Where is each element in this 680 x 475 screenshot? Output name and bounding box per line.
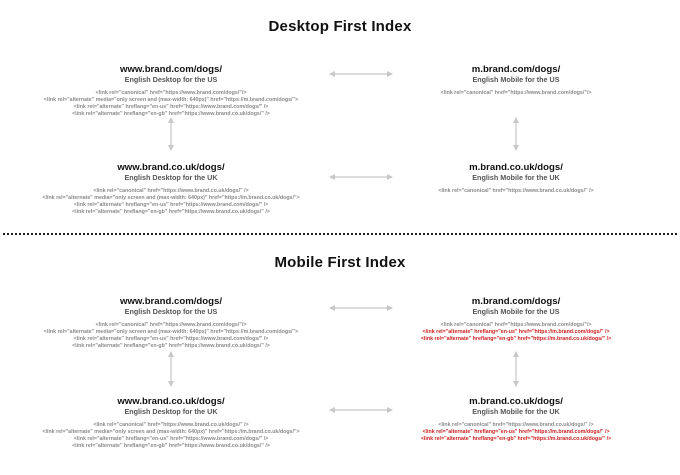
node-url: m.brand.com/dogs/ [471,64,561,75]
code-line: <link rel="alternate" hreflang="en-us" href="https://www.brand.com/dogs/" /> [73,435,269,442]
node-mobile-us [366,64,666,97]
node-subtitle: English Desktop for the US [124,75,218,84]
node-url: www.brand.co.uk/dogs/ [117,396,225,407]
node-subtitle: English Mobile for the US [472,307,560,316]
node-url: m.brand.co.uk/dogs/ [469,396,563,407]
code-line: <link rel="alternate" hreflang="en-gb" href="https://www.brand.co.uk/dogs/" /> [72,442,270,449]
code-line: <link rel="canonical" href="https://www.brand.com/dogs/"/> [440,90,592,96]
code-line: <link rel="canonical" href="https://www.brand.com/dogs/"/> [95,90,247,96]
node-mobile-uk [366,162,666,195]
code-line: <link rel="canonical" href="https://www.brand.com/dogs/"/> [440,322,592,328]
code-line: <link rel="alternate" hreflang="en-us" href="https://www.brand.com/dogs/" /> [73,201,269,208]
code-line: <link rel="canonical" href="https://www.brand.com/dogs/"/> [95,322,247,328]
node-subtitle: English Mobile for the US [472,75,560,84]
code-line: <link rel="canonical" href="https://www.brand.co.uk/dogs/" /> [93,188,249,194]
code-line: <link rel="canonical" href="https://www.brand.co.uk/dogs/" /> [438,188,594,194]
node-mf-desktop-us [21,296,321,350]
code-line: <link rel="alternate" hreflang="en-gb" href="https://m.brand.co.uk/dogs/" /> [420,335,612,342]
node-subtitle: English Mobile for the UK [472,407,560,416]
code-line: <link rel="alternate" hreflang="en-gb" href="https://www.brand.co.uk/dogs/" /> [72,342,270,349]
code-line: <link rel="alternate" media="only screen and (max-width: 640px)" href="https://m.brand.com/dogs/"> [43,96,299,103]
code-line: <link rel="alternate" media="only screen and (max-width: 640px)" href="https://m.brand.com/dogs/"> [43,328,299,335]
node-url: www.brand.co.uk/dogs/ [117,162,225,173]
node-desktop-uk [21,162,321,216]
code-line: <link rel="alternate" hreflang="en-us" href="https://m.brand.com/dogs/" /> [422,428,610,435]
node-subtitle: English Desktop for the US [124,307,218,316]
node-subtitle: English Mobile for the UK [472,173,560,182]
code-line: <link rel="alternate" hreflang="en-us" href="https://m.brand.com/dogs/" /> [422,328,610,335]
node-mf-desktop-uk [21,396,321,450]
code-line: <link rel="alternate" hreflang="en-gb" href="https://www.brand.co.uk/dogs/" /> [72,110,270,117]
node-subtitle: English Desktop for the UK [124,173,218,182]
code-line: <link rel="alternate" hreflang="en-us" href="https://www.brand.com/dogs/" /> [73,335,269,342]
node-url: m.brand.co.uk/dogs/ [469,162,563,173]
code-line: <link rel="alternate" hreflang="en-us" href="https://www.brand.com/dogs/" /> [73,103,269,110]
node-subtitle: English Desktop for the UK [124,407,218,416]
code-line: <link rel="alternate" hreflang="en-gb" href="https://m.brand.co.uk/dogs/" /> [420,435,612,442]
code-line: <link rel="alternate" media="only screen and (max-width: 640px)" href="https://m.brand.co.uk/dogs/"> [42,428,300,435]
node-url: www.brand.com/dogs/ [120,64,222,75]
code-line: <link rel="alternate" hreflang="en-gb" href="https://www.brand.co.uk/dogs/" /> [72,208,270,215]
node-url: m.brand.com/dogs/ [471,296,561,307]
code-line: <link rel="alternate" media="only screen and (max-width: 640px)" href="https://m.brand.co.uk/dogs/"> [42,194,300,201]
mobile-first-title: Mobile First Index [274,254,406,271]
code-line: <link rel="canonical" href="https://www.brand.co.uk/dogs/" /> [438,422,594,428]
node-desktop-us [21,64,321,118]
code-line: <link rel="canonical" href="https://www.brand.co.uk/dogs/" /> [93,422,249,428]
node-url: www.brand.com/dogs/ [120,296,222,307]
desktop-first-title: Desktop First Index [268,18,412,35]
node-mf-mobile-uk [366,396,666,443]
node-mf-mobile-us [366,296,666,343]
